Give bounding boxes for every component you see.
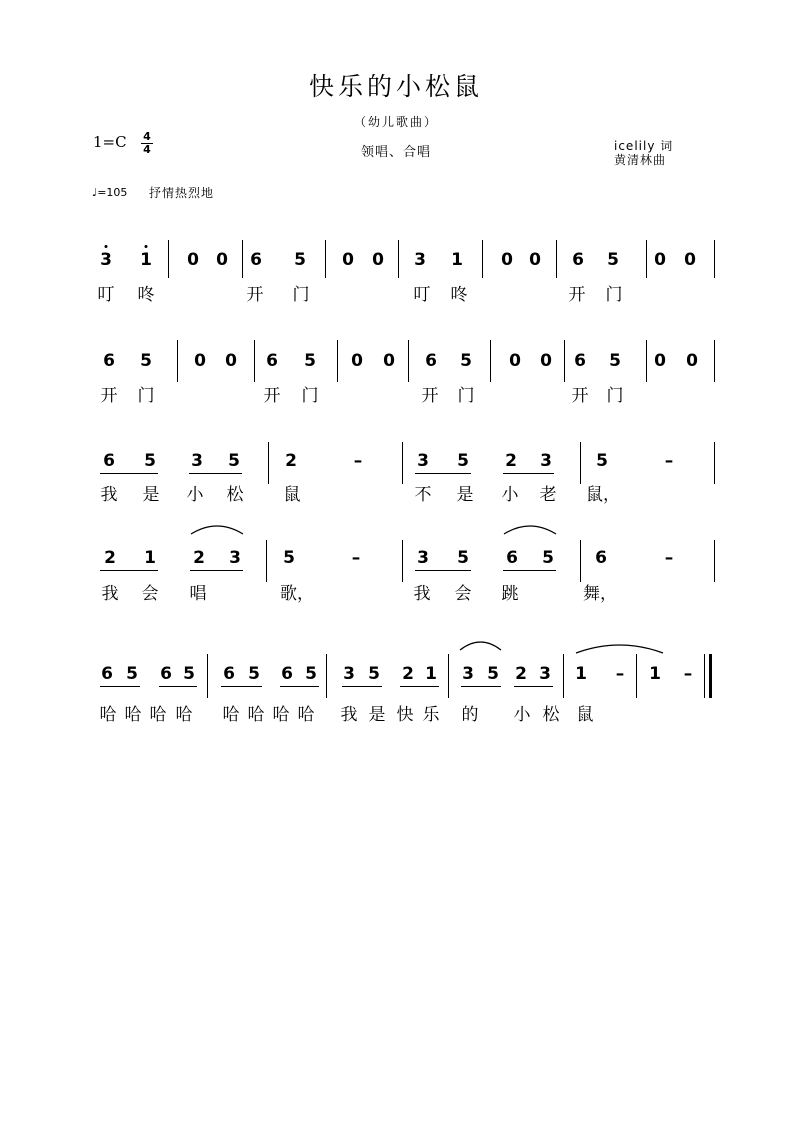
note: 1 xyxy=(649,664,661,684)
final-barline-thick xyxy=(709,654,712,698)
note: 6 xyxy=(281,664,293,684)
note: – xyxy=(664,451,674,471)
note: 6 xyxy=(425,351,437,371)
barline xyxy=(448,654,449,698)
barline xyxy=(490,340,491,382)
note: 1 xyxy=(451,250,463,270)
tie-slur xyxy=(189,522,245,536)
beat-underline xyxy=(461,686,501,687)
beat-underline xyxy=(400,686,439,687)
lyric: 松 xyxy=(542,705,560,725)
lyric: 哈 xyxy=(149,705,167,725)
note: 5 xyxy=(144,451,156,471)
barline xyxy=(168,240,169,278)
barline xyxy=(207,654,208,698)
tie-slur xyxy=(458,638,503,652)
lyric: 我 xyxy=(413,584,431,604)
barline xyxy=(268,442,269,484)
note: 6 xyxy=(574,351,586,371)
lyric: 不 xyxy=(414,485,432,505)
lyric: 鼠 xyxy=(576,705,594,725)
lyric: 哈 xyxy=(124,705,142,725)
note: 5 xyxy=(609,351,621,371)
note: 3 xyxy=(539,664,551,684)
note: 6 xyxy=(101,664,113,684)
barline xyxy=(564,340,565,382)
lyric: 小 xyxy=(513,705,531,725)
lyric: 唱 xyxy=(189,584,207,604)
note: 0 xyxy=(194,351,206,371)
note: 5 xyxy=(294,250,306,270)
tempo-marking: ♩=105 xyxy=(92,186,128,199)
lyric: 哈 xyxy=(297,705,315,725)
barline xyxy=(266,540,267,582)
barline xyxy=(254,340,255,382)
note: 5 xyxy=(457,451,469,471)
note: 0 xyxy=(684,250,696,270)
lyric: 开 xyxy=(568,285,586,305)
note: – xyxy=(664,548,674,568)
expression-marking: 抒情热烈地 xyxy=(149,186,215,200)
note: – xyxy=(351,548,361,568)
note: 0 xyxy=(654,250,666,270)
note: 0 xyxy=(225,351,237,371)
note: 2 xyxy=(285,451,297,471)
beat-underline xyxy=(189,473,242,474)
lyric: 门 xyxy=(137,386,155,406)
barline xyxy=(714,442,715,484)
beat-underline xyxy=(190,570,243,571)
beat-underline xyxy=(100,686,140,687)
note: 5 xyxy=(126,664,138,684)
note: 2 xyxy=(193,548,205,568)
note: 5 xyxy=(460,351,472,371)
barline xyxy=(580,540,581,582)
barline xyxy=(408,340,409,382)
beat-underline xyxy=(514,686,553,687)
note: 5 xyxy=(596,451,608,471)
note: 1 xyxy=(140,250,152,270)
lyric: 舞， xyxy=(583,584,617,604)
note: 5 xyxy=(368,664,380,684)
note: – xyxy=(683,664,693,684)
barline xyxy=(714,240,715,278)
note: 1 xyxy=(144,548,156,568)
note: 6 xyxy=(160,664,172,684)
lyric: 我 xyxy=(100,485,118,505)
barline xyxy=(556,240,557,278)
note: 6 xyxy=(223,664,235,684)
barline xyxy=(636,654,637,698)
high-octave-dot xyxy=(105,245,108,248)
note: 5 xyxy=(140,351,152,371)
note: 0 xyxy=(187,250,199,270)
note: 3 xyxy=(100,250,112,270)
lyric: 咚 xyxy=(137,285,155,305)
lyric: 跳 xyxy=(501,584,519,604)
time-signature-top: 4 xyxy=(143,130,151,143)
barline xyxy=(398,240,399,278)
note: – xyxy=(615,664,625,684)
barline xyxy=(177,340,178,382)
lyric: 叮 xyxy=(413,285,431,305)
note: 0 xyxy=(540,351,552,371)
note: 0 xyxy=(654,351,666,371)
note: 6 xyxy=(595,548,607,568)
lyric: 哈 xyxy=(175,705,193,725)
lyric: 老 xyxy=(539,485,557,505)
beat-underline xyxy=(100,473,158,474)
note: 1 xyxy=(575,664,587,684)
note: 5 xyxy=(183,664,195,684)
note: 6 xyxy=(250,250,262,270)
note: 3 xyxy=(414,250,426,270)
lyric: 叮 xyxy=(97,285,115,305)
note: 5 xyxy=(228,451,240,471)
note: 5 xyxy=(248,664,260,684)
note: 5 xyxy=(304,351,316,371)
barline xyxy=(326,654,327,698)
beat-underline xyxy=(415,570,471,571)
note: 6 xyxy=(103,351,115,371)
singing-form: 领唱、合唱 xyxy=(360,145,431,160)
lyric: 咚 xyxy=(450,285,468,305)
song-title: 快乐的小松鼠 xyxy=(308,72,483,101)
barline xyxy=(482,240,483,278)
note: 5 xyxy=(487,664,499,684)
lyric: 乐 xyxy=(422,705,440,725)
barline xyxy=(714,540,715,582)
note: 0 xyxy=(372,250,384,270)
note: 0 xyxy=(216,250,228,270)
note: – xyxy=(353,451,363,471)
lyric: 是 xyxy=(456,485,474,505)
note: 6 xyxy=(266,351,278,371)
note: 0 xyxy=(501,250,513,270)
note: 3 xyxy=(417,548,429,568)
note: 2 xyxy=(515,664,527,684)
beat-underline xyxy=(159,686,197,687)
lyric: 门 xyxy=(605,285,623,305)
beat-underline xyxy=(415,473,471,474)
note: 5 xyxy=(305,664,317,684)
barline xyxy=(402,442,403,484)
note: 3 xyxy=(540,451,552,471)
lyric: 小 xyxy=(186,485,204,505)
lyricist: icelily 词 xyxy=(614,139,674,153)
note: 0 xyxy=(686,351,698,371)
lyric: 我 xyxy=(101,584,119,604)
lyric: 小 xyxy=(501,485,519,505)
note: 3 xyxy=(462,664,474,684)
lyric: 鼠 xyxy=(283,485,301,505)
note: 1 xyxy=(425,664,437,684)
beat-underline xyxy=(221,686,262,687)
barline xyxy=(714,340,715,382)
lyric: 是 xyxy=(142,485,160,505)
barline xyxy=(242,240,243,278)
barline xyxy=(580,442,581,484)
note: 5 xyxy=(607,250,619,270)
lyric: 鼠， xyxy=(586,485,620,505)
high-octave-dot xyxy=(145,245,148,248)
note: 5 xyxy=(283,548,295,568)
credits xyxy=(614,139,673,167)
note: 2 xyxy=(402,664,414,684)
song-subtitle: （幼儿歌曲） xyxy=(353,115,438,129)
lyric: 的 xyxy=(461,705,479,725)
barline xyxy=(337,340,338,382)
barline xyxy=(402,540,403,582)
note: 3 xyxy=(417,451,429,471)
note: 0 xyxy=(509,351,521,371)
note: 2 xyxy=(505,451,517,471)
lyric: 会 xyxy=(141,584,159,604)
note: 6 xyxy=(506,548,518,568)
note: 3 xyxy=(191,451,203,471)
lyric: 松 xyxy=(226,485,244,505)
note: 0 xyxy=(342,250,354,270)
lyric: 开 xyxy=(246,285,264,305)
note: 6 xyxy=(103,451,115,471)
beat-underline xyxy=(100,570,158,571)
lyric: 哈 xyxy=(272,705,290,725)
barline xyxy=(646,240,647,278)
beat-underline xyxy=(342,686,382,687)
note: 3 xyxy=(229,548,241,568)
beat-underline xyxy=(503,570,556,571)
barline xyxy=(646,340,647,382)
lyric: 开 xyxy=(571,386,589,406)
final-barline-thin xyxy=(704,654,705,698)
lyric: 门 xyxy=(301,386,319,406)
lyric: 是 xyxy=(368,705,386,725)
note: 5 xyxy=(457,548,469,568)
lyric: 哈 xyxy=(222,705,240,725)
note: 3 xyxy=(343,664,355,684)
note: 0 xyxy=(351,351,363,371)
lyric: 我 xyxy=(340,705,358,725)
beat-underline xyxy=(503,473,554,474)
lyric: 门 xyxy=(457,386,475,406)
key-signature: 1=C xyxy=(93,133,127,151)
lyric: 开 xyxy=(100,386,118,406)
composer: 黄清林曲 xyxy=(614,153,667,167)
beat-underline xyxy=(280,686,319,687)
time-signature-bottom: 4 xyxy=(143,143,151,156)
lyric: 门 xyxy=(606,386,624,406)
lyric: 快 xyxy=(396,705,414,725)
note: 5 xyxy=(542,548,554,568)
note: 6 xyxy=(572,250,584,270)
barline xyxy=(563,654,564,698)
lyric: 歌， xyxy=(280,584,314,604)
tie-slur xyxy=(502,522,558,536)
lyric: 会 xyxy=(454,584,472,604)
barline xyxy=(325,240,326,278)
note: 0 xyxy=(529,250,541,270)
lyric: 门 xyxy=(292,285,310,305)
time-signature xyxy=(141,131,153,156)
tie-slur xyxy=(574,641,665,655)
lyric: 开 xyxy=(263,386,281,406)
lyric: 哈 xyxy=(247,705,265,725)
note: 0 xyxy=(383,351,395,371)
lyric: 开 xyxy=(421,386,439,406)
lyric: 哈 xyxy=(99,705,117,725)
note: 2 xyxy=(104,548,116,568)
